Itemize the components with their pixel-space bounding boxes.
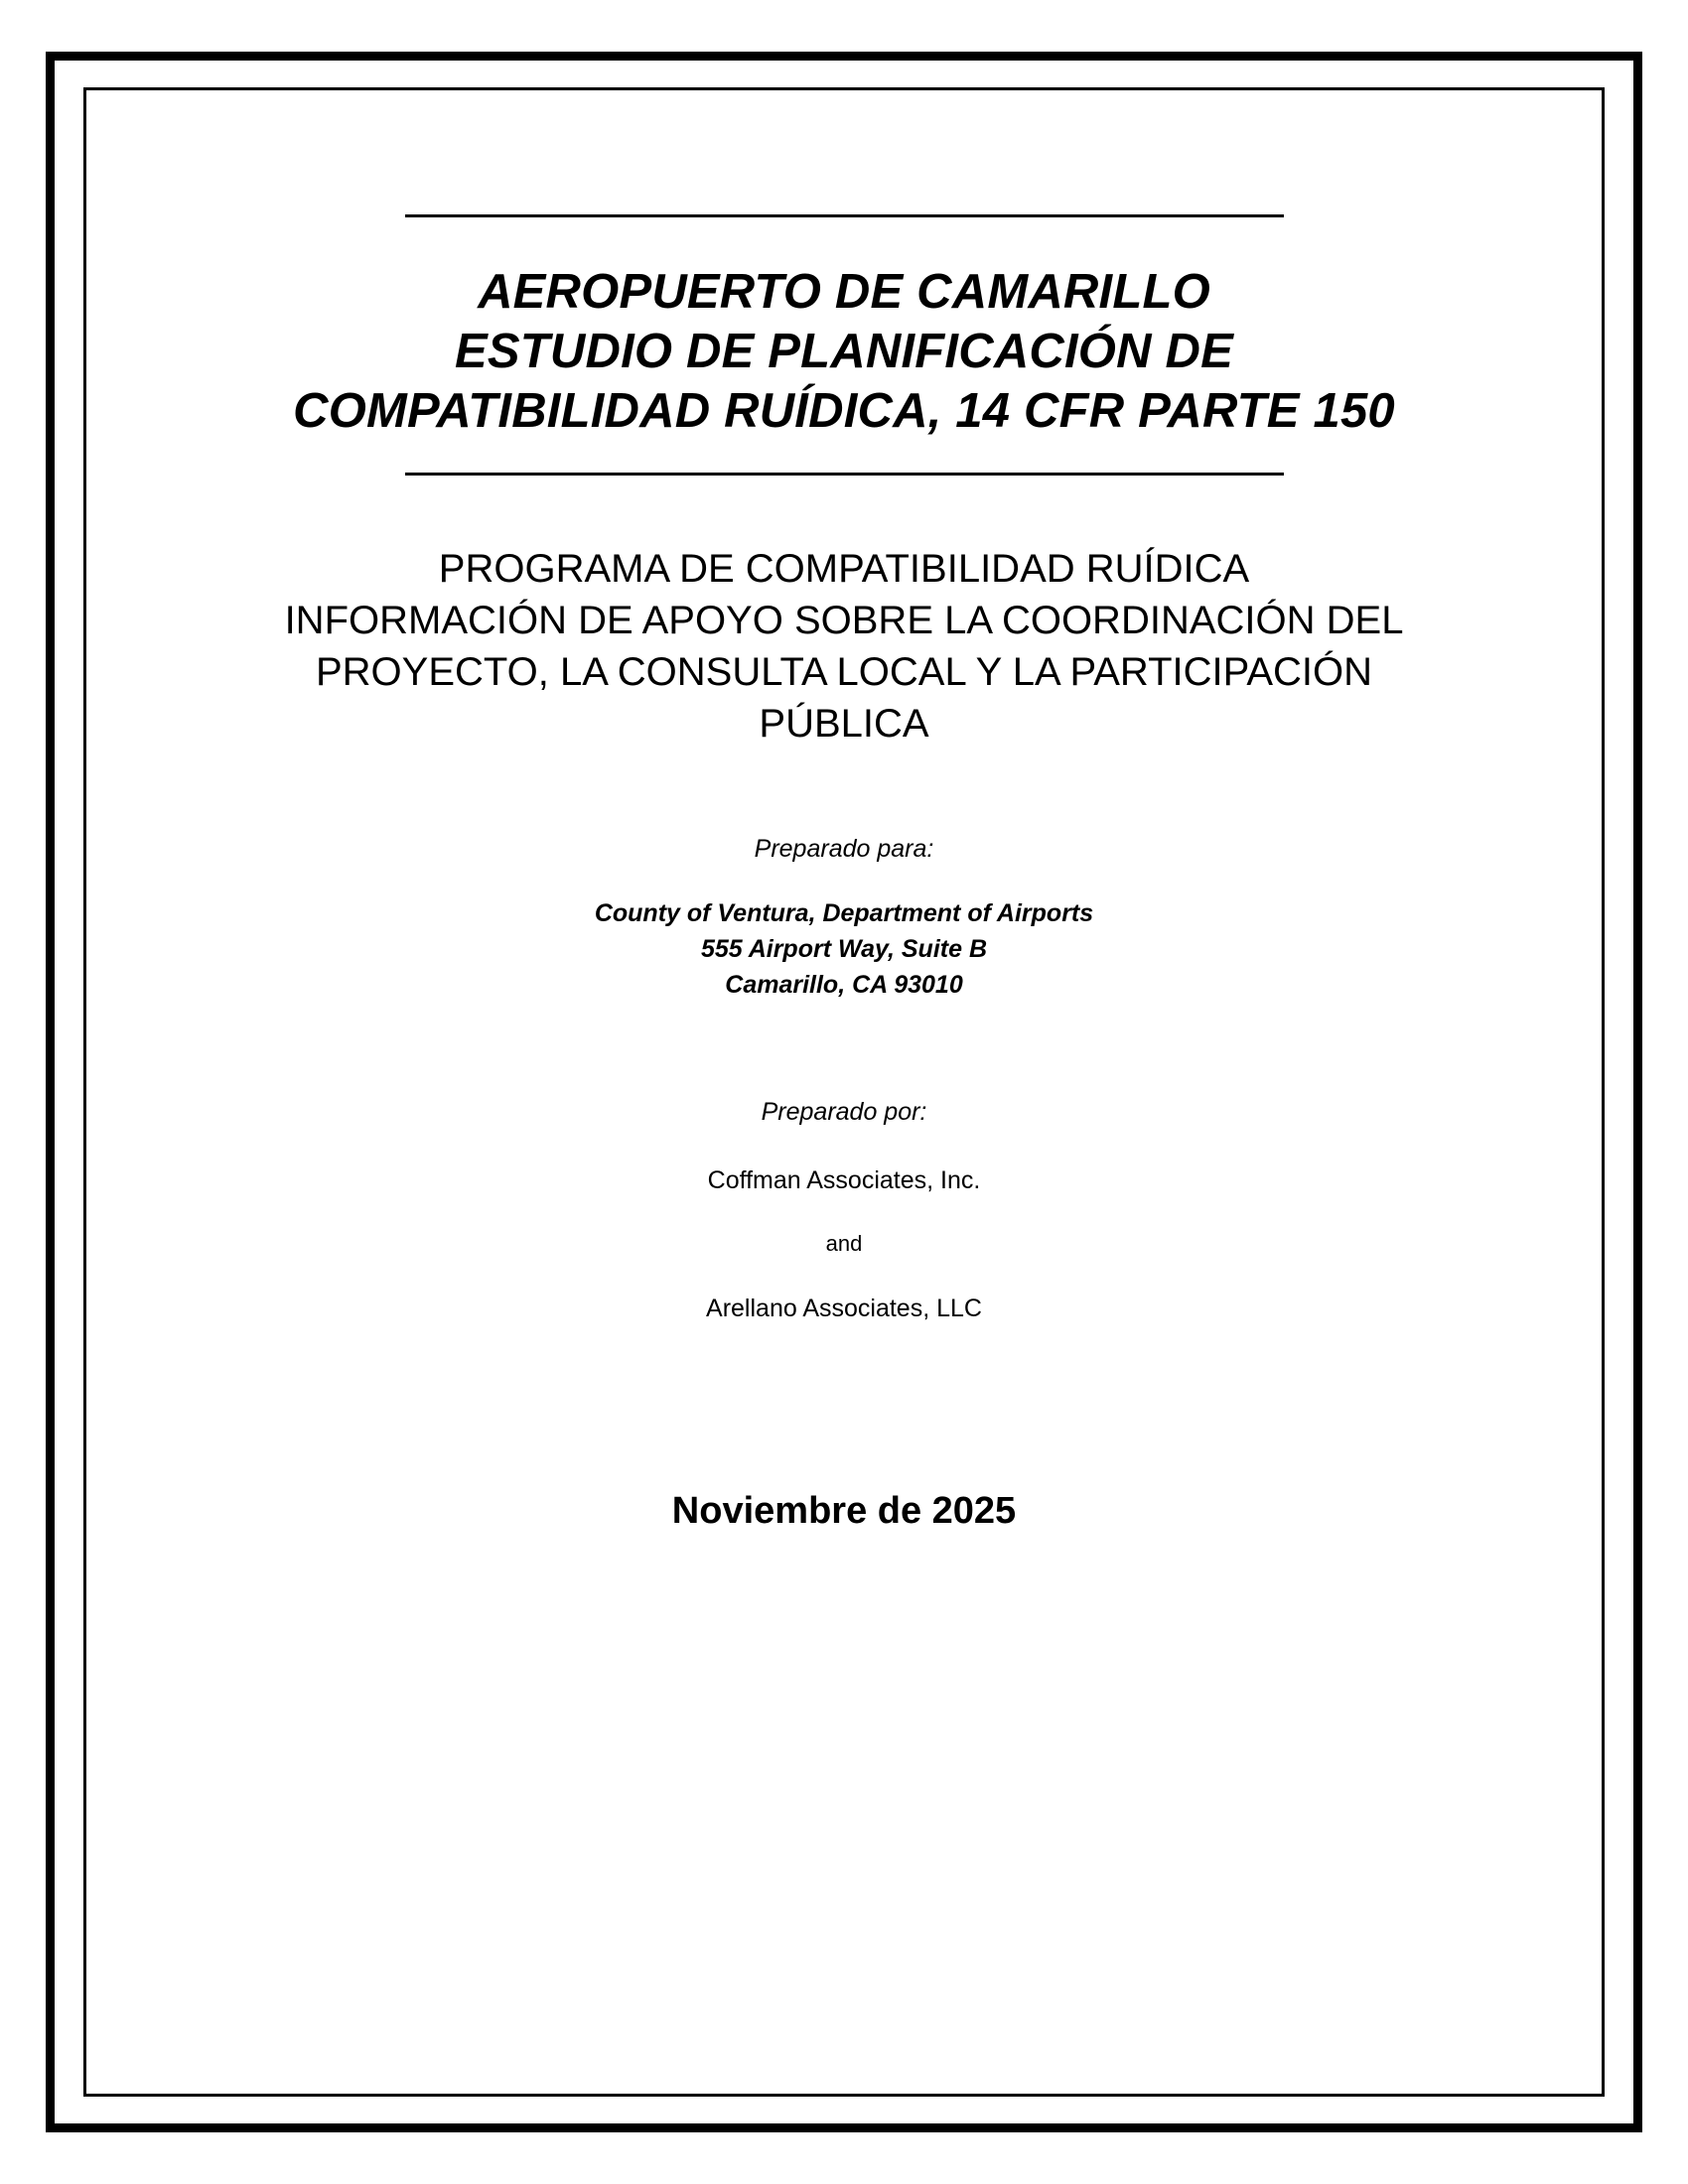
- title-line-1: AEROPUERTO DE CAMARILLO: [478, 265, 1210, 319]
- client-name: County of Ventura, Department of Airports: [594, 899, 1094, 928]
- subtitle-line-4: PÚBLICA: [759, 702, 929, 747]
- title-line-2: ESTUDIO DE PLANIFICACIÓN DE: [455, 324, 1233, 378]
- subtitle-line-1: PROGRAMA DE COMPATIBILIDAD RUÍDICA: [438, 547, 1250, 592]
- prepared-for-label: Preparado para:: [754, 835, 934, 864]
- cover-content: [83, 87, 1605, 2097]
- title-rule-bottom: [405, 473, 1284, 476]
- document-title: [159, 263, 1529, 441]
- preparer-primary: Coffman Associates, Inc.: [707, 1166, 981, 1195]
- subtitle-line-2: INFORMACIÓN DE APOYO SOBRE LA COORDINACIÓN DEL: [284, 599, 1404, 643]
- title-rule-top: [405, 214, 1284, 217]
- subtitle-line-3: PROYECTO, LA CONSULTA LOCAL Y LA PARTICIPACIÓN: [315, 650, 1373, 695]
- document-date: Noviembre de 2025: [671, 1490, 1017, 1533]
- client-address: 555 Airport Way, Suite B: [700, 935, 988, 964]
- preparer-secondary: Arellano Associates, LLC: [706, 1295, 982, 1323]
- client-city-state-zip: Camarillo, CA 93010: [725, 971, 963, 1000]
- document-subtitle: [159, 543, 1529, 750]
- preparer-conjunction: and: [825, 1231, 863, 1257]
- prepared-by-label: Preparado por:: [761, 1098, 927, 1127]
- client-info: [159, 895, 1529, 1003]
- title-line-3: COMPATIBILIDAD RUÍDICA, 14 CFR PARTE 150: [293, 383, 1395, 438]
